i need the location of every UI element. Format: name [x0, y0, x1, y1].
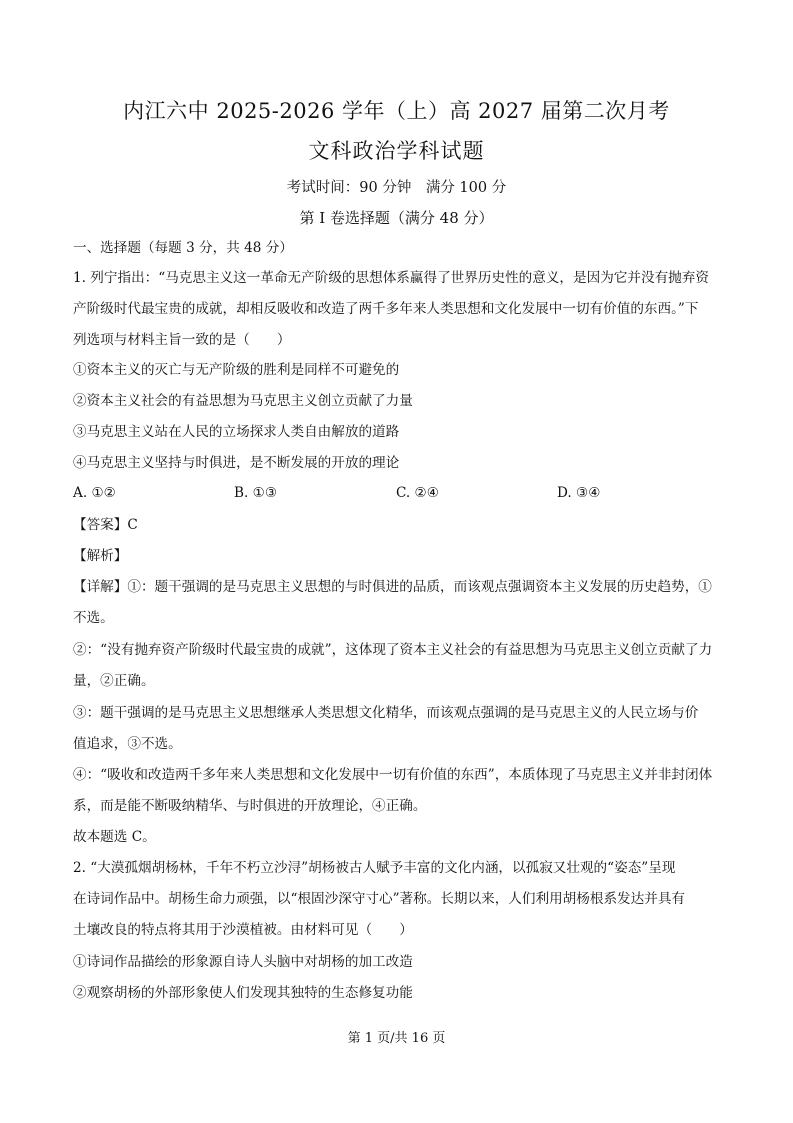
- q2-stem-line: 在诗词作品中。胡杨生命力顽强，以“根固沙深守寸心”著称。长期以来，人们利用胡杨根系发达并具有: [73, 891, 686, 907]
- q1-detail-line: 不选。: [73, 610, 114, 626]
- exam-title: 内江六中 2025-2026 学年（上）高 2027 届第二次月考: [123, 99, 670, 123]
- q1-statement: ④马克思主义坚持与时俱进，是不断发展的开放的理论: [73, 455, 400, 471]
- volume-title: 第 I 卷选择题（满分 48 分）: [299, 209, 494, 227]
- analysis-tag: 【解析】: [73, 548, 128, 564]
- q1-statement: ①资本主义的灭亡与无产阶级的胜利是同样不可避免的: [73, 362, 400, 378]
- q1-detail-line: [73, 577, 733, 597]
- q1-stem-line: 产阶级时代最宝贵的成就，却相反吸收和改造了两千多年来人类思想和文化发展中一切有价值的东西。”下: [73, 301, 699, 317]
- exam-info: 考试时间：90 分钟 满分 100 分: [286, 180, 507, 196]
- q2-stem-line: 土壤改良的特点将其用于沙漠植被。由材料可见（ ）: [73, 922, 413, 938]
- answer-value: C: [127, 517, 138, 533]
- q1-detail-line: 量，②正确。: [73, 673, 155, 689]
- q2-stem-line: 2. “大漠孤烟胡杨林，千年不朽立沙浔”胡杨被古人赋予丰富的文化内涵，以孤寂又壮观的“姿态”呈现: [73, 860, 676, 876]
- q1-option-d: D. ③④: [557, 485, 601, 501]
- q1-answer: [73, 515, 733, 535]
- section-heading: 一、选择题（每题 3 分，共 48 分）: [73, 240, 293, 256]
- q1-stem-line: 列选项与材料主旨一致的是（ ）: [73, 332, 291, 348]
- exam-subtitle: 文科政治学科试题: [308, 139, 485, 163]
- q1-statement: ③马克思主义站在人民的立场探求人类自由解放的道路: [73, 424, 400, 440]
- q2-statement: ②观察胡杨的外部形象使人们发现其独特的生态修复功能: [73, 985, 413, 1001]
- q1-option-c: C. ②④: [396, 485, 439, 501]
- q1-conclusion: 故本题选 C。: [73, 829, 156, 845]
- q1-detail-line: ③：题干强调的是马克思主义思想继承人类思想文化精华，而该观点强调的是马克思主义的人民立场与价: [73, 705, 699, 721]
- q1-detail-line: 系，而是能不断吸纳精华、与时俱进的开放理论，④正确。: [73, 798, 427, 814]
- q1-option-b: B. ①③: [234, 485, 278, 501]
- q2-statement: ①诗词作品描绘的形象源自诗人头脑中对胡杨的加工改造: [73, 954, 413, 970]
- q1-detail-line: 值追求，③不选。: [73, 736, 182, 752]
- answer-tag: 【答案】: [73, 517, 128, 533]
- q1-option-a: A. ①②: [73, 485, 116, 501]
- q1-stem-line: 1. 列宁指出：“马克思主义这一革命无产阶级的思想体系赢得了世界历史性的意义，是因为它并没有抛弃资: [73, 270, 709, 286]
- q1-detail-line: ④：“吸收和改造两千多年来人类思想和文化发展中一切有价值的东西”，本质体现了马克思主义并非封闭体: [73, 767, 713, 783]
- detail-tag: 【详解】: [73, 579, 128, 595]
- page-footer: 第 1 页/共 16 页: [347, 1031, 446, 1046]
- detail-text: ①：题干强调的是马克思主义思想的与时俱进的品质，而该观点强调资本主义发展的历史趋势，①: [127, 579, 712, 595]
- q1-statement: ②资本主义社会的有益思想为马克思主义创立贡献了力量: [73, 393, 413, 409]
- q1-detail-line: ②：“没有抛弃资产阶级时代最宝贵的成就”，这体现了资本主义社会的有益思想为马克思主义创立贡献了力: [73, 642, 713, 658]
